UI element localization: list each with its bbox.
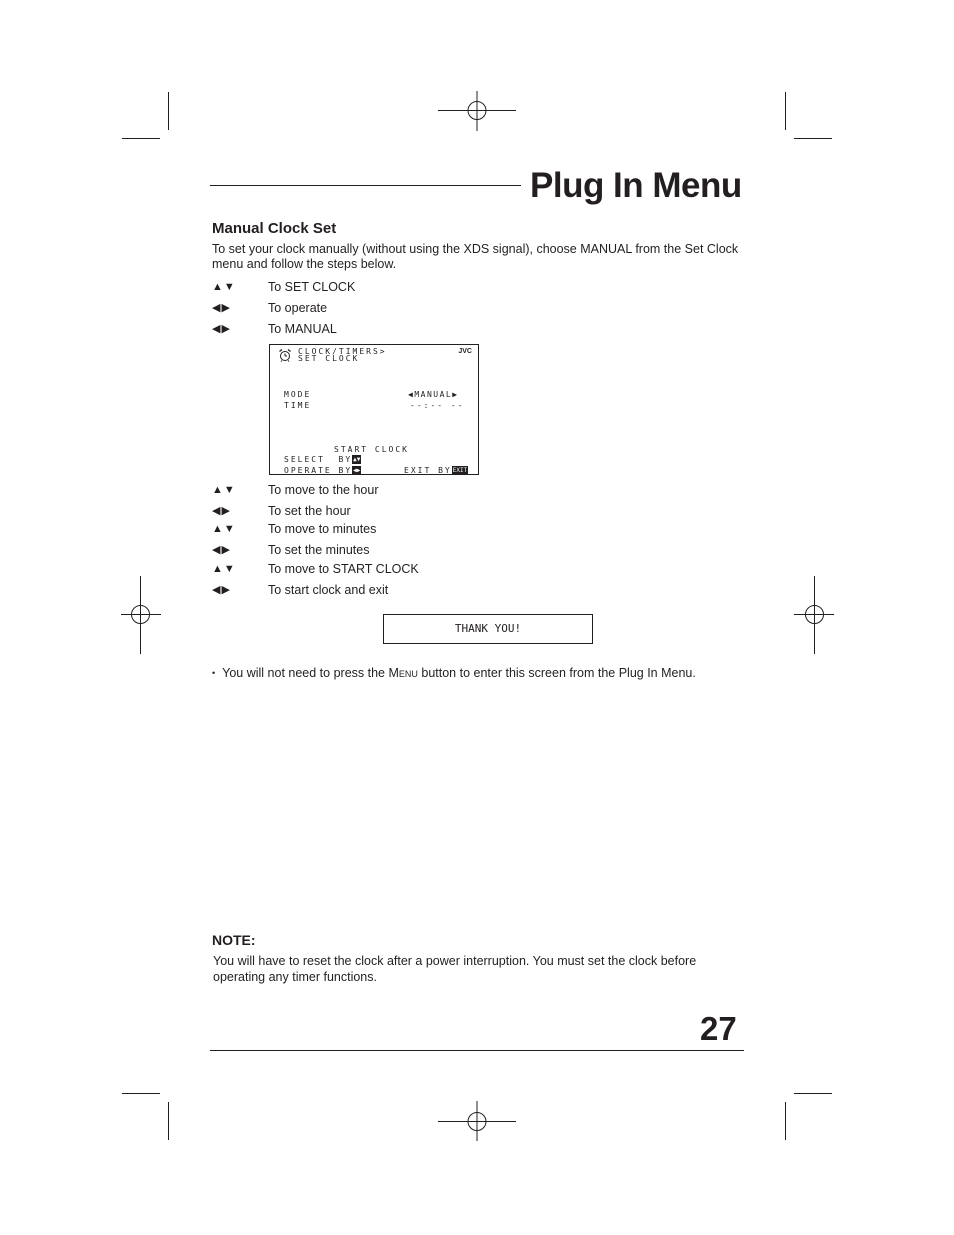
exit-key-icon: EXIT (452, 467, 468, 474)
osd-mode-value: ◀MANUAL▶ (408, 390, 459, 399)
step-text: To move to START CLOCK (268, 562, 419, 576)
crop-mark (785, 1102, 786, 1140)
left-right-arrow-icon: ◀▶ (212, 323, 231, 335)
step-text: To set the hour (268, 504, 351, 518)
left-right-arrow-icon: ◀▶ (212, 584, 231, 596)
thank-you-screen: THANK YOU! (383, 614, 593, 644)
note-heading: NOTE: (212, 932, 256, 948)
up-down-arrow-icon: ▲▼ (212, 281, 236, 293)
crop-mark (168, 1102, 169, 1140)
footer-rule (210, 1050, 744, 1051)
crop-mark (785, 92, 786, 130)
registration-mark (121, 576, 161, 654)
bullet-note: • You will not need to press the Menu button to enter this screen from the Plug In Menu. (212, 666, 696, 680)
osd-screen (269, 344, 479, 475)
note-body: You will have to reset the clock after a power interruption. You must set the clock before operating any timer functions. (213, 954, 697, 984)
left-right-arrow-icon: ◀▶ (212, 302, 231, 314)
osd-breadcrumb: CLOCK/TIMERS> (298, 347, 387, 356)
section-heading: Manual Clock Set (212, 220, 337, 237)
osd-start-clock: START CLOCK (334, 445, 409, 454)
bullet-marker: • (212, 668, 216, 678)
crop-mark (168, 92, 169, 130)
osd-brand-logo: JVC (458, 348, 472, 355)
left-right-arrow-icon: ◀▶ (212, 544, 231, 556)
up-down-arrow-icon: ▲▼ (212, 484, 236, 496)
osd-mode-label: MODE (284, 390, 312, 399)
step-text: To move to the hour (268, 483, 379, 497)
page-number: 27 (700, 1010, 737, 1047)
intro-paragraph: To set your clock manually (without using the XDS signal), choose MANUAL from the Set Clock menu and follow the steps below. (212, 242, 739, 271)
up-down-arrow-icon: ▲▼ (212, 563, 236, 575)
step-text: To SET CLOCK (268, 280, 356, 294)
step-text: To set the minutes (268, 543, 370, 557)
registration-mark (438, 91, 516, 131)
osd-time-label: TIME (284, 401, 312, 410)
alarm-clock-icon (278, 348, 292, 362)
crop-mark (122, 138, 160, 139)
step-text: To operate (268, 301, 328, 315)
header-rule (210, 185, 521, 186)
osd-menu-title: SET CLOCK (298, 354, 360, 363)
registration-mark (794, 576, 834, 654)
crop-mark (794, 138, 832, 139)
step-text: To move to minutes (268, 522, 377, 536)
registration-mark (438, 1101, 516, 1141)
crop-mark (122, 1093, 160, 1094)
osd-operate-hint: OPERATE BY◀▶ (284, 466, 361, 475)
left-right-key-icon: ◀▶ (353, 467, 361, 474)
left-right-arrow-icon: ◀▶ (212, 505, 231, 517)
osd-time-value: --:-- -- (410, 401, 465, 410)
osd-exit-hint: EXIT BYEXIT (404, 466, 468, 475)
menu-button-name: Menu (388, 666, 418, 680)
page-title: Plug In Menu (530, 166, 742, 205)
crop-mark (794, 1093, 832, 1094)
osd-select-hint: SELECT BY▲▼ (284, 455, 361, 464)
step-text: To start clock and exit (268, 583, 389, 597)
up-down-key-icon: ▲▼ (353, 456, 361, 463)
step-text: To MANUAL (268, 322, 337, 336)
up-down-arrow-icon: ▲▼ (212, 523, 236, 535)
